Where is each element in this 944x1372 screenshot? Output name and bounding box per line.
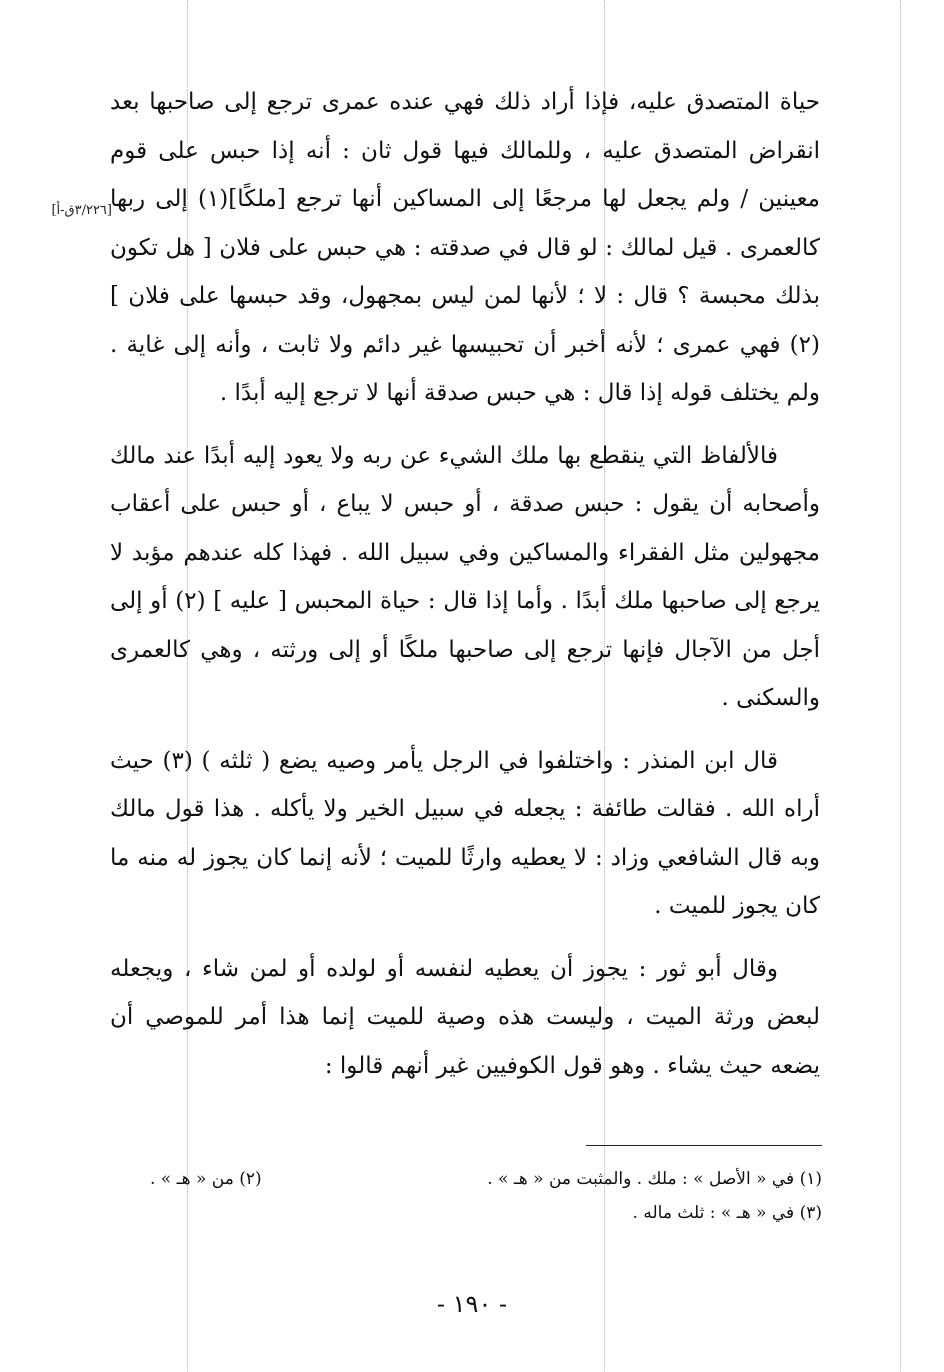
footnote-1: (١) في « الأصل » : ملك . والمثبت من « هـ » . [487,1169,822,1189]
paragraph-3: قال ابن المنذر : واختلفوا في الرجل يأمر وصيه يضع ( ثلثه ) (٣) حيث أراه الله . فقالت طائفة : يجعله في سبيل الخير ولا يأكله . هذا قول مالك وبه قال الشافعي وزاد : لا يعطيه وارثًا للميت ؛ لأنه إنما كان يجوز له منه ما كان يجوز للميت . [110,747,820,919]
paragraph-4: وقال أبو ثور : يجوز أن يعطيه لنفسه أو لولده أو لمن شاء ، ويجعله لبعض ورثة الميت ، وليست هذه وصية للميت إنما هذا أمر للموصي أن يضعه حيث يشاء . وهو قول الكوفيين غير أنهم قالوا : [110,955,820,1079]
main-text [110,78,820,1090]
footnote-separator [586,1145,822,1146]
page-number: - ١٩٠ - [436,1290,508,1318]
paragraph-1: حياة المتصدق عليه، فإذا أراد ذلك فهي عنده عمرى ترجع إلى صاحبها بعد انقراض المتصدق عليه ، وللمالك فيها قول ثان : أنه إذا حبس على قوم معينين / ولم يجعل لها مرجعًا إلى المساكين أنها ترجع [ملكًا](١) إلى ربها كالعمرى . قيل لمالك : لو قال في صدقته : هي حبس على فلان [ هل تكون بذلك محبسة ؟ قال : لا ؛ لأنها لمن ليس بمجهول، وقد حبسها على فلان ] (٢) فهي عمرى ؛ لأنه أخبر أن تحبيسها غير دائم ولا ثابت ، وأنه إلى غاية . ولم يختلف قوله إذا قال : هي حبس صدقة أنها لا ترجع إليه أبدًا . [110,89,820,406]
footnotes [150,1162,822,1230]
paragraph-2: فالألفاظ التي ينقطع بها ملك الشيء عن ربه ولا يعود إليه أبدًا عند مالك وأصحابه أن يقول : حبس صدقة ، أو حبس لا يباع ، أو حبس على أعقاب مجهولين مثل الفقراء والمساكين وفي سبيل الله . فهذا كله عندهم مؤبد لا يرجع إلى صاحبها ملك أبدًا . وأما إذا قال : حياة المحبس [ عليه ] (٢) أو إلى أجل من الآجال فإنها ترجع إلى صاحبها ملكًا أو إلى ورثته ، وهي كالعمرى والسكنى . [110,442,820,711]
scan-fold-line [900,0,901,1372]
margin-manuscript-reference: [٣/٢٢٦ق-أ] [51,203,112,218]
footnote-2: (٢) من « هـ » . [150,1169,262,1189]
footnote-row [150,1162,822,1196]
footnote-3: (٣) في « هـ » : ثلث ماله . [632,1203,822,1223]
